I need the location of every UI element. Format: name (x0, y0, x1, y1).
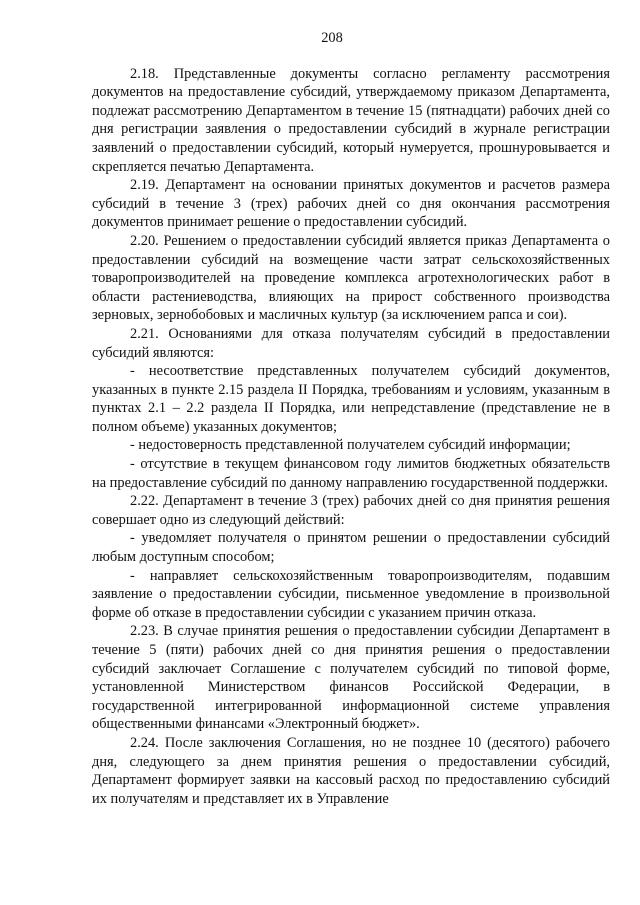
paragraph-2-24: 2.24. После заключения Соглашения, но не позднее 10 (десятого) рабочего дня, следующего за днем принятия решения о предоставлении субсидий, Департамент формирует заявки на кассовый расход по предоставлению субсидий их получателям и представляет их в Управление (92, 734, 610, 807)
list-item-no-limits: - отсутствие в текущем финансовом году лимитов бюджетных обязательств на предоставление субсидий по данному направлению государственной поддержки. (92, 456, 610, 491)
paragraph-2-21: 2.21. Основаниями для отказа получателям субсидий в предоставлении субсидий являются: (92, 325, 610, 361)
list-item-notify-recipient: - уведомляет получателя о принятом решении о предоставлении субсидий любым доступным способом; (92, 530, 610, 566)
paragraph-2-19: 2.19. Департамент на основании принятых документов и расчетов размера субсидий в течение 3 (трех) рабочих дней со дня окончания рассмотрения документов принимает решение о предоставлении субсидий. (92, 177, 610, 231)
paragraph-2-18: 2.18. Представленные документы согласно регламенту рассмотрения документов на предоставление субсидий, утверждаемому приказом Департамента, подлежат рассмотрению Департаментом в течение 15 (пятнадцати) рабочих дней со дня регистрации заявления о предоставлении субсидий в журнале регистрации заявлений о предоставлении субсидий, который нумеруется, прошнуровывается и скрепляется печатью Департамента. (92, 65, 610, 175)
paragraph-2-20: 2.20. Решением о предоставлении субсидий является приказ Департамента о предоставлении субсидий на возмещение части затрат сельскохозяйственных товаропроизводителей на проведение комплекса агротехнологических работ в области растениеводства, влияющих на прирост собственного производства зерновых, зернобобовых и масличных культур (за исключением рапса и сои). (92, 232, 610, 324)
list-item-refusal-notice: - направляет сельскохозяйственным товаропроизводителям, подавшим заявление о предоставлении субсидии, письменное уведомление в произвольной форме об отказе в предоставлении субсидии с указанием причин отказа. (92, 567, 610, 621)
paragraph-2-23: 2.23. В случае принятия решения о предоставлении субсидии Департамент в течение 5 (пяти) рабочих дней со дня принятия решения о предоставлении субсидий заключает Соглашение с получателем субсидий по типовой форме, установленной Министерством финансов Российской Федерации, в государственной интегрированной информационной системе управления общественными финансами «Электронный бюджет». (92, 623, 610, 733)
page-number: 208 (321, 30, 343, 46)
list-item-nonconformity: - несоответствие представленных получателем субсидий документов, указанных в пункте 2.15 раздела II Порядка, требованиям и условиям, указанным в пунктах 2.1 – 2.2 раздела II Порядка, или непредставление (представление не в полном объеме) указанных документов; (92, 363, 610, 435)
list-item-unreliable-info: - недостоверность представленной получателем субсидий информации; (130, 437, 571, 454)
paragraph-2-22: 2.22. Департамент в течение 3 (трех) рабочих дней со дня принятия решения совершает одно из следующий действий: (92, 493, 610, 528)
